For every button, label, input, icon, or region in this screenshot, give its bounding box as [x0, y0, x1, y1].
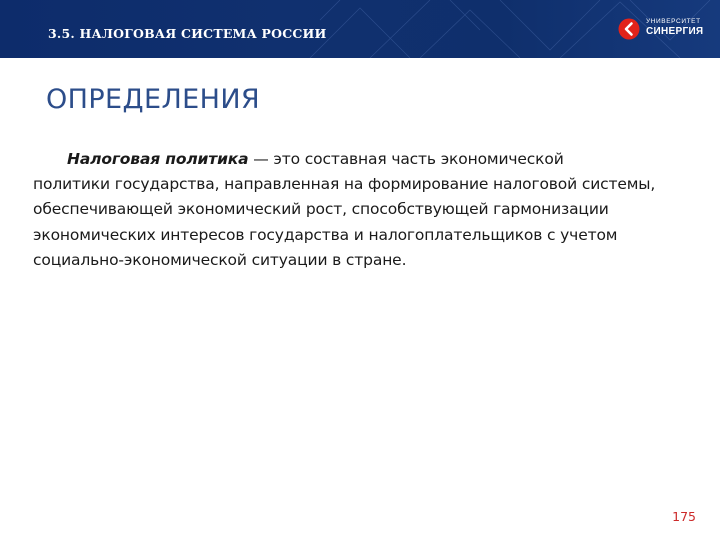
definition-term: Налоговая политика — [67, 150, 249, 168]
page-number: 175 — [672, 509, 696, 524]
page-title: ОПРЕДЕЛЕНИЯ — [46, 84, 261, 115]
definition-text-body: политики государства, направленная на формирование налоговой системы, обеспечивающей экономический рост, способствующей гармонизации экономических интересов государства и налогоплательщиков с учетом социально-экономической ситуации в стране. — [33, 175, 656, 269]
definition-paragraph — [33, 147, 693, 273]
logo-text-synergy: СИНЕРГИЯ — [646, 26, 704, 37]
university-logo — [618, 13, 710, 45]
slide-header — [0, 0, 720, 58]
definition-text-intro: — это составная часть экономической — [248, 150, 564, 168]
logo-text-university: УНИВЕРСИТЕТ — [646, 18, 701, 25]
synergy-logo-icon — [618, 18, 640, 40]
section-title: 3.5. НАЛОГОВАЯ СИСТЕМА РОССИИ — [48, 26, 327, 41]
